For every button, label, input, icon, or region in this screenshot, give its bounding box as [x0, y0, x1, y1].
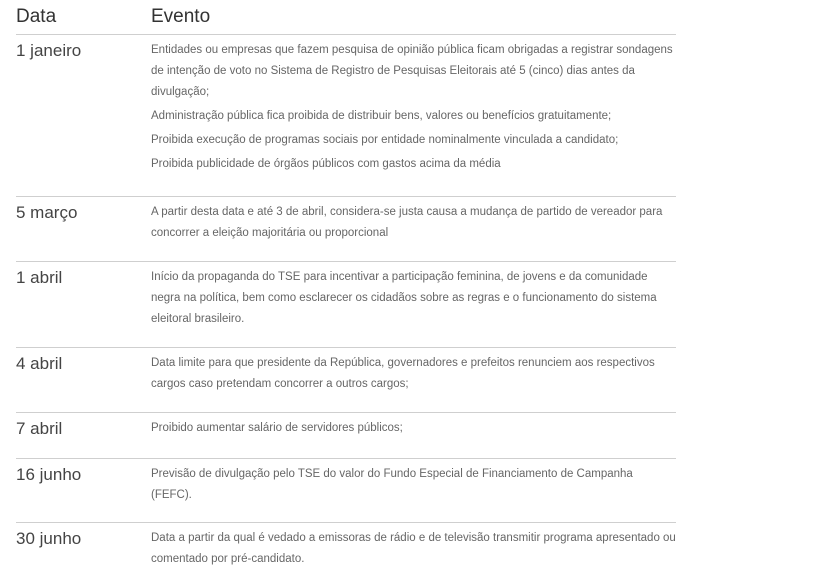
row-date: 4 abril: [16, 354, 63, 373]
event-text: Proibido aumentar salário de servidores públicos;: [151, 422, 403, 434]
event-text: Administração pública fica proibida de distribuir bens, valores ou benefícios gratuitamente;: [151, 110, 612, 122]
row-events: [151, 459, 676, 522]
table-row: [16, 262, 676, 348]
table-row: [16, 197, 676, 262]
event-text: Data a partir da qual é vedado a emissoras de rádio e de televisão transmitir programa apresentado ou comentado por pré-candidato.: [151, 532, 676, 565]
election-calendar-table: [16, 0, 676, 577]
row-events: [151, 413, 676, 458]
table-row: [16, 35, 676, 197]
row-date: 16 junho: [16, 465, 82, 484]
event-text: Data limite para que presidente da República, governadores e prefeitos renunciem aos respectivos cargos caso pretendam concorrer a outros cargos;: [151, 357, 655, 390]
table-row: [16, 348, 676, 413]
row-events: [151, 348, 676, 412]
row-events: [151, 523, 676, 577]
header-event: Evento: [151, 6, 211, 27]
row-events: [151, 262, 676, 347]
event-text: Proibida publicidade de órgãos públicos com gastos acima da média: [151, 158, 501, 170]
table-header: [16, 0, 676, 35]
event-text: Início da propaganda do TSE para incentivar a participação feminina, de jovens e da comunidade negra na política, bem como esclarecer os cidadãos sobre as regras e o funcionamento do sistema eleitoral brasileiro.: [151, 271, 657, 325]
table-row: [16, 523, 676, 577]
event-text: Proibida execução de programas sociais por entidade nominalmente vinculada a candidato;: [151, 134, 619, 146]
row-date: 30 junho: [16, 529, 82, 548]
header-date: Data: [16, 6, 57, 27]
row-date: 5 março: [16, 203, 78, 222]
row-events: [151, 197, 676, 261]
row-date: 1 abril: [16, 268, 63, 287]
table-row: [16, 459, 676, 523]
row-events: [151, 35, 676, 196]
event-text: Entidades ou empresas que fazem pesquisa de opinião pública ficam obrigadas a registrar sondagens de intenção de voto no Sistema de Registro de Pesquisas Eleitorais até 5 (cinco) dias antes da divulgação;: [151, 44, 673, 98]
row-date: 1 janeiro: [16, 41, 82, 60]
table-row: [16, 413, 676, 459]
event-text: A partir desta data e até 3 de abril, considera-se justa causa a mudança de partido de vereador para concorrer a eleição majoritária ou proporcional: [151, 206, 663, 239]
row-date: 7 abril: [16, 419, 63, 438]
event-text: Previsão de divulgação pelo TSE do valor do Fundo Especial de Financiamento de Campanha (FEFC).: [151, 468, 633, 501]
